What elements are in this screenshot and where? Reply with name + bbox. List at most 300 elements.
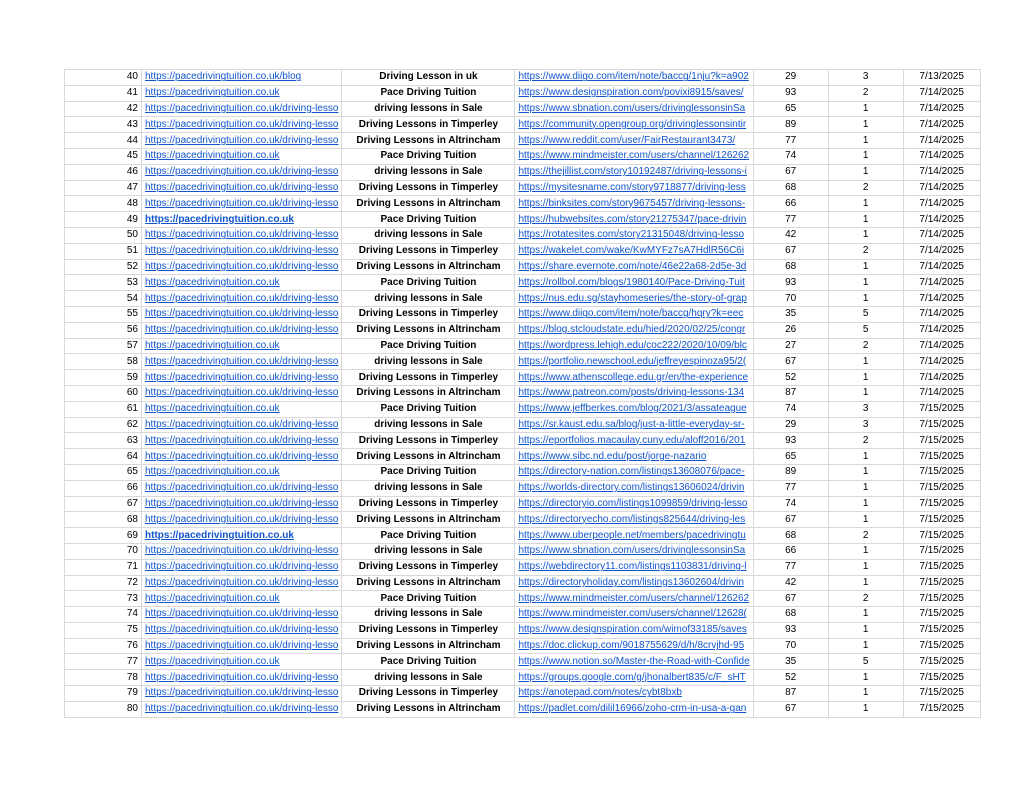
backlink-url[interactable]: https://rollbol.com/blogs/1980140/Pace-Driving-Tuit (518, 276, 745, 288)
site-link-cell (142, 306, 342, 322)
backlink-url-cell (515, 148, 753, 164)
date-cell: 7/14/2025 (919, 292, 964, 304)
row-number: 61 (126, 403, 138, 415)
row-number: 68 (126, 513, 138, 525)
da-score-cell: 65 (785, 102, 797, 114)
spam-score-cell: 3 (862, 71, 869, 83)
da-score-cell: 68 (785, 181, 797, 193)
backlink-url[interactable]: https://www.designspiration.com/povixi8915/saves/ (518, 87, 744, 99)
spam-score-cell: 1 (862, 703, 869, 715)
date-cell-cell (903, 528, 980, 544)
spam-score-cell: 1 (862, 292, 869, 304)
row-number-cell (65, 638, 142, 654)
row-number-cell (65, 686, 142, 702)
date-cell-cell (903, 543, 980, 559)
date-cell-cell (903, 559, 980, 575)
row-number: 62 (126, 418, 138, 430)
da-score-cell-cell (753, 607, 828, 623)
row-number-cell (65, 433, 142, 449)
keyword-cell-cell (342, 148, 515, 164)
backlink-url-cell (515, 480, 753, 496)
row-number-cell (65, 607, 142, 623)
backlink-url[interactable]: https://webdirectory11.com/listings1103831/driving-l (518, 561, 747, 573)
backlink-url-cell (515, 607, 753, 623)
backlink-url-cell (515, 117, 753, 133)
keyword-cell: Driving Lessons in Altrincham (356, 640, 501, 652)
date-cell: 7/14/2025 (919, 197, 964, 209)
site-link[interactable]: https://pacedrivingtuition.co.uk/driving-lesso (145, 324, 339, 336)
date-cell: 7/15/2025 (919, 497, 964, 509)
date-cell-cell (903, 622, 980, 638)
backlink-url-cell (515, 654, 753, 670)
row-number: 46 (126, 166, 138, 178)
backlink-url[interactable]: https://hubwebsites.com/story21275347/pace-drivin (518, 213, 747, 225)
site-link[interactable]: https://pacedrivingtuition.co.uk/driving-lesso (145, 687, 339, 699)
site-link[interactable]: https://pacedrivingtuition.co.uk (145, 655, 280, 667)
backlink-url[interactable]: https://eportfolios.macaulay.cuny.edu/aloff2016/201 (518, 434, 746, 446)
da-score-cell: 77 (785, 482, 797, 494)
row-number: 80 (126, 703, 138, 715)
site-link[interactable]: https://pacedrivingtuition.co.uk (145, 339, 280, 351)
site-link[interactable]: https://pacedrivingtuition.co.uk/driving-lesso (145, 576, 339, 588)
keyword-cell: Pace Driving Tuition (380, 276, 477, 288)
site-link[interactable]: https://pacedrivingtuition.co.uk/driving-lesso (145, 371, 339, 383)
keyword-cell: driving lessons in Sale (374, 355, 483, 367)
spam-score-cell: 1 (862, 276, 869, 288)
site-link[interactable]: https://pacedrivingtuition.co.uk (145, 213, 294, 225)
keyword-cell: driving lessons in Sale (374, 418, 483, 430)
date-cell-cell (903, 449, 980, 465)
site-link[interactable]: https://pacedrivingtuition.co.uk/driving-lesso (145, 308, 339, 320)
row-number: 72 (126, 576, 138, 588)
keyword-cell-cell (342, 464, 515, 480)
site-link-cell (142, 638, 342, 654)
backlink-url-cell (515, 543, 753, 559)
backlink-url-cell (515, 591, 753, 607)
date-cell-cell (903, 259, 980, 275)
site-link-cell (142, 622, 342, 638)
date-cell: 7/14/2025 (919, 118, 964, 130)
da-score-cell-cell (753, 85, 828, 101)
site-link[interactable]: https://pacedrivingtuition.co.uk/driving-lesso (145, 497, 339, 509)
da-score-cell-cell (753, 354, 828, 370)
backlink-url-cell (515, 686, 753, 702)
keyword-cell-cell (342, 543, 515, 559)
backlink-url[interactable]: https://wakelet.com/wake/KwMYFz7sA7HdlR56C6i (518, 245, 745, 257)
date-cell: 7/15/2025 (919, 466, 964, 478)
site-link-cell (142, 259, 342, 275)
backlink-url[interactable]: https://www.jeffberkes.com/blog/2021/3/assateague (518, 403, 747, 415)
spam-score-cell: 1 (862, 687, 869, 699)
date-cell: 7/15/2025 (919, 450, 964, 462)
table-row (65, 291, 981, 307)
row-number-cell (65, 117, 142, 133)
date-cell: 7/14/2025 (919, 245, 964, 257)
site-link[interactable]: https://pacedrivingtuition.co.uk/driving-lesso (145, 671, 339, 683)
spam-score-cell: 1 (862, 387, 869, 399)
backlink-url[interactable]: https://padlet.com/dilil16966/zoho-crm-in-usa-a-gan (518, 703, 747, 715)
site-link[interactable]: https://pacedrivingtuition.co.uk/driving-lesso (145, 434, 339, 446)
row-number: 54 (126, 292, 138, 304)
row-number: 71 (126, 561, 138, 573)
site-link[interactable]: https://pacedrivingtuition.co.uk/driving-lesso (145, 292, 339, 304)
backlink-url[interactable]: https://www.designspiration.com/wimof33185/saves (518, 624, 747, 636)
keyword-cell: Driving Lessons in Timperley (358, 497, 499, 509)
row-number-cell (65, 259, 142, 275)
da-score-cell-cell (753, 417, 828, 433)
site-link[interactable]: https://pacedrivingtuition.co.uk/driving-lesso (145, 134, 339, 146)
backlink-url[interactable]: https://community.opengroup.org/drivinglessonsintir (518, 118, 747, 130)
spam-score-cell-cell (828, 701, 903, 717)
site-link[interactable]: https://pacedrivingtuition.co.uk (145, 150, 280, 162)
backlink-url[interactable]: https://wordpress.lehigh.edu/coc222/2020/10/09/blc (518, 339, 747, 351)
table-row (65, 85, 981, 101)
row-number-cell (65, 85, 142, 101)
backlink-url[interactable]: https://www.mindmeister.com/users/channel/12628( (518, 608, 747, 620)
backlink-url-cell (515, 291, 753, 307)
backlink-url[interactable]: https://portfolio.newschool.edu/jeffreyespinoza95/2( (518, 355, 747, 367)
date-cell-cell (903, 306, 980, 322)
backlink-url[interactable]: https://thejillist.com/story10192487/driving-lessons-i (518, 166, 747, 178)
da-score-cell: 67 (785, 245, 797, 257)
keyword-cell-cell (342, 243, 515, 259)
backlink-url-cell (515, 370, 753, 386)
backlink-url[interactable]: https://www.sibc.nd.edu/post/jorge-nazario (518, 450, 707, 462)
da-score-cell: 93 (785, 624, 797, 636)
keyword-cell: Pace Driving Tuition (380, 339, 477, 351)
backlink-url[interactable]: https://worlds-directory.com/listings13606024/drivin (518, 482, 745, 494)
table-row (65, 70, 981, 86)
da-score-cell: 67 (785, 166, 797, 178)
site-link[interactable]: https://pacedrivingtuition.co.uk/driving-lesso (145, 561, 339, 573)
table-row (65, 133, 981, 149)
da-score-cell: 66 (785, 197, 797, 209)
site-link[interactable]: https://pacedrivingtuition.co.uk/driving-lesso (145, 118, 339, 130)
spam-score-cell-cell (828, 464, 903, 480)
table-row (65, 622, 981, 638)
site-link-cell (142, 686, 342, 702)
spam-score-cell-cell (828, 322, 903, 338)
date-cell-cell (903, 607, 980, 623)
site-link[interactable]: https://pacedrivingtuition.co.uk/driving-lesso (145, 387, 339, 399)
spam-score-cell-cell (828, 306, 903, 322)
keyword-cell: Driving Lessons in Timperley (358, 561, 499, 573)
table-row (65, 322, 981, 338)
keyword-cell: driving lessons in Sale (374, 102, 483, 114)
keyword-cell: Driving Lessons in Timperley (358, 687, 499, 699)
spam-score-cell: 1 (862, 118, 869, 130)
keyword-cell: driving lessons in Sale (374, 166, 483, 178)
backlink-url[interactable]: https://sr.kaust.edu.sa/blog/just-a-little-everyday-sr- (518, 418, 745, 430)
site-link-cell (142, 670, 342, 686)
backlink-url[interactable]: https://www.diigo.com/item/note/baccg/hqry?k=eec (518, 308, 744, 320)
site-link-cell (142, 354, 342, 370)
site-link[interactable]: https://pacedrivingtuition.co.uk/driving-lesso (145, 640, 339, 652)
date-cell-cell (903, 117, 980, 133)
date-cell: 7/14/2025 (919, 213, 964, 225)
row-number-cell (65, 133, 142, 149)
da-score-cell-cell (753, 654, 828, 670)
site-link[interactable]: https://pacedrivingtuition.co.uk/driving-lesso (145, 245, 339, 257)
site-link[interactable]: https://pacedrivingtuition.co.uk/driving-lesso (145, 229, 339, 241)
backlink-url[interactable]: https://www.sbnation.com/users/drivinglessonsinSa (518, 545, 746, 557)
site-link-cell (142, 464, 342, 480)
backlink-url[interactable]: https://www.athenscollege.edu.gr/en/the-experience (518, 371, 749, 383)
keyword-cell: Pace Driving Tuition (380, 592, 477, 604)
date-cell-cell (903, 385, 980, 401)
site-link[interactable]: https://pacedrivingtuition.co.uk (145, 403, 280, 415)
spam-score-cell-cell (828, 370, 903, 386)
spam-score-cell: 2 (862, 592, 869, 604)
backlink-url[interactable]: https://binksites.com/story9675457/driving-lessons- (518, 197, 746, 209)
row-number: 41 (126, 87, 138, 99)
backlink-url[interactable]: https://www.uberpeople.net/members/pacedrivingtu (518, 529, 746, 541)
table-row (65, 338, 981, 354)
da-score-cell: 67 (785, 513, 797, 525)
da-score-cell: 68 (785, 260, 797, 272)
site-link-cell (142, 338, 342, 354)
row-number-cell (65, 385, 142, 401)
da-score-cell-cell (753, 275, 828, 291)
spam-score-cell-cell (828, 512, 903, 528)
spam-score-cell-cell (828, 338, 903, 354)
da-score-cell-cell (753, 686, 828, 702)
backlink-url[interactable]: https://www.notion.so/Master-the-Road-with-Confide (518, 655, 750, 667)
table-row (65, 464, 981, 480)
site-link-cell (142, 148, 342, 164)
keyword-cell-cell (342, 480, 515, 496)
backlink-url[interactable]: https://blog.stcloudstate.edu/hied/2020/02/25/congr (518, 324, 746, 336)
keyword-cell-cell (342, 259, 515, 275)
row-number: 40 (126, 71, 138, 83)
backlink-url[interactable]: https://www.diigo.com/item/note/baccg/1nju?k=a902 (518, 71, 749, 83)
date-cell-cell (903, 638, 980, 654)
table-row (65, 243, 981, 259)
table-row (65, 196, 981, 212)
row-number: 63 (126, 434, 138, 446)
backlink-url-cell (515, 85, 753, 101)
da-score-cell: 27 (785, 339, 797, 351)
table-row (65, 212, 981, 228)
date-cell: 7/14/2025 (919, 166, 964, 178)
backlink-url[interactable]: https://groups.google.com/g/jhonalbert835/c/F_sHT (518, 671, 746, 683)
da-score-cell: 70 (785, 640, 797, 652)
backlink-url-cell (515, 464, 753, 480)
date-cell: 7/15/2025 (919, 576, 964, 588)
date-cell: 7/14/2025 (919, 371, 964, 383)
site-link-cell (142, 512, 342, 528)
backlink-url[interactable]: https://share.evernote.com/note/46e22a68-2d5e-3d (518, 260, 747, 272)
da-score-cell-cell (753, 638, 828, 654)
table-row (65, 559, 981, 575)
backlink-url[interactable]: https://directory-nation.com/listings13608076/pace- (518, 466, 745, 478)
site-link-cell (142, 85, 342, 101)
site-link-cell (142, 607, 342, 623)
row-number-cell (65, 370, 142, 386)
site-link[interactable]: https://pacedrivingtuition.co.uk/driving-lesso (145, 102, 339, 114)
da-score-cell: 29 (785, 71, 797, 83)
row-number-cell (65, 496, 142, 512)
spam-score-cell: 2 (862, 529, 869, 541)
spam-score-cell-cell (828, 449, 903, 465)
spam-score-cell-cell (828, 528, 903, 544)
table-row (65, 180, 981, 196)
date-cell-cell (903, 291, 980, 307)
site-link[interactable]: https://pacedrivingtuition.co.uk (145, 87, 280, 99)
site-link[interactable]: https://pacedrivingtuition.co.uk/driving-lesso (145, 703, 339, 715)
table-row (65, 370, 981, 386)
backlink-url-cell (515, 259, 753, 275)
site-link[interactable]: https://pacedrivingtuition.co.uk/driving-lesso (145, 450, 339, 462)
backlink-url-cell (515, 243, 753, 259)
backlink-url[interactable]: https://nus.edu.sg/stayhomeseries/the-story-of-grap (518, 292, 747, 304)
spam-score-cell: 2 (862, 87, 869, 99)
site-link[interactable]: https://pacedrivingtuition.co.uk/driving-lesso (145, 624, 339, 636)
site-link[interactable]: https://pacedrivingtuition.co.uk/driving-lesso (145, 513, 339, 525)
da-score-cell-cell (753, 164, 828, 180)
da-score-cell: 65 (785, 450, 797, 462)
keyword-cell-cell (342, 227, 515, 243)
site-link[interactable]: https://pacedrivingtuition.co.uk/blog (145, 71, 302, 83)
backlink-url[interactable]: https://mysitesname.com/story9718877/driving-less (518, 181, 746, 193)
backlink-url[interactable]: https://directoryio.com/listings1099859/driving-lesso (518, 497, 748, 509)
row-number: 73 (126, 592, 138, 604)
row-number-cell (65, 101, 142, 117)
keyword-cell-cell (342, 417, 515, 433)
site-link[interactable]: https://pacedrivingtuition.co.uk/driving-lesso (145, 260, 339, 272)
table-row (65, 401, 981, 417)
da-score-cell: 93 (785, 434, 797, 446)
backlink-url[interactable]: https://anotepad.com/notes/cybt8bxb (518, 687, 682, 699)
site-link[interactable]: https://pacedrivingtuition.co.uk (145, 592, 280, 604)
keyword-cell-cell (342, 101, 515, 117)
da-score-cell-cell (753, 449, 828, 465)
da-score-cell: 70 (785, 292, 797, 304)
row-number-cell (65, 559, 142, 575)
keyword-cell-cell (342, 196, 515, 212)
keyword-cell: driving lessons in Sale (374, 482, 483, 494)
backlink-url[interactable]: https://www.mindmeister.com/users/channel/126262 (518, 592, 750, 604)
site-link[interactable]: https://pacedrivingtuition.co.uk/driving-lesso (145, 545, 339, 557)
keyword-cell: Driving Lessons in Altrincham (356, 197, 501, 209)
row-number: 79 (126, 687, 138, 699)
site-link[interactable]: https://pacedrivingtuition.co.uk/driving-lesso (145, 181, 339, 193)
site-link[interactable]: https://pacedrivingtuition.co.uk/driving-lesso (145, 355, 339, 367)
keyword-cell: Driving Lesson in uk (379, 71, 478, 83)
keyword-cell-cell (342, 164, 515, 180)
backlink-url[interactable]: https://directoryholiday.com/listings13602604/drivin (518, 576, 744, 588)
date-cell: 7/15/2025 (919, 434, 964, 446)
keyword-cell-cell (342, 686, 515, 702)
date-cell-cell (903, 370, 980, 386)
backlink-url[interactable]: https://www.patreon.com/posts/driving-lessons-134 (518, 387, 745, 399)
spam-score-cell-cell (828, 559, 903, 575)
row-number: 69 (126, 529, 138, 541)
backlink-url[interactable]: https://directoryecho.com/listings825644/driving-les (518, 513, 746, 525)
date-cell: 7/14/2025 (919, 308, 964, 320)
spam-score-cell: 1 (862, 561, 869, 573)
site-link[interactable]: https://pacedrivingtuition.co.uk/driving-lesso (145, 482, 339, 494)
spam-score-cell-cell (828, 433, 903, 449)
da-score-cell-cell (753, 148, 828, 164)
keyword-cell-cell (342, 670, 515, 686)
site-link-cell (142, 401, 342, 417)
backlink-url[interactable]: https://rotatesites.com/story21315048/driving-lesso (518, 229, 745, 241)
spam-score-cell: 3 (862, 403, 869, 415)
site-link-cell (142, 654, 342, 670)
row-number: 70 (126, 545, 138, 557)
da-score-cell-cell (753, 322, 828, 338)
backlink-url-cell (515, 212, 753, 228)
site-link-cell (142, 70, 342, 86)
backlink-url[interactable]: https://www.sbnation.com/users/drivinglessonsinSa (518, 102, 746, 114)
row-number-cell (65, 701, 142, 717)
table-row (65, 496, 981, 512)
da-score-cell-cell (753, 227, 828, 243)
table-row (65, 259, 981, 275)
backlink-url-cell (515, 338, 753, 354)
spam-score-cell-cell (828, 354, 903, 370)
site-link[interactable]: https://pacedrivingtuition.co.uk/driving-lesso (145, 418, 339, 430)
keyword-cell-cell (342, 512, 515, 528)
date-cell: 7/15/2025 (919, 624, 964, 636)
keyword-cell: Driving Lessons in Altrincham (356, 324, 501, 336)
keyword-cell: Driving Lessons in Altrincham (356, 260, 501, 272)
da-score-cell: 66 (785, 545, 797, 557)
keyword-cell: driving lessons in Sale (374, 229, 483, 241)
backlink-url[interactable]: https://www.reddit.com/user/FairRestaurant3473/ (518, 134, 736, 146)
spam-score-cell-cell (828, 496, 903, 512)
table-row (65, 354, 981, 370)
backlink-url[interactable]: https://www.mindmeister.com/users/channel/126262 (518, 150, 750, 162)
keyword-cell: Pace Driving Tuition (380, 150, 477, 162)
site-link-cell (142, 575, 342, 591)
site-link[interactable]: https://pacedrivingtuition.co.uk (145, 276, 280, 288)
backlink-url-cell (515, 449, 753, 465)
spam-score-cell-cell (828, 259, 903, 275)
row-number: 76 (126, 640, 138, 652)
row-number-cell (65, 70, 142, 86)
spam-score-cell: 2 (862, 339, 869, 351)
da-score-cell-cell (753, 433, 828, 449)
row-number-cell (65, 354, 142, 370)
date-cell-cell (903, 70, 980, 86)
keyword-cell-cell (342, 433, 515, 449)
spam-score-cell-cell (828, 654, 903, 670)
table-row (65, 417, 981, 433)
row-number-cell (65, 401, 142, 417)
keyword-cell-cell (342, 275, 515, 291)
site-link[interactable]: https://pacedrivingtuition.co.uk (145, 466, 280, 478)
da-score-cell: 68 (785, 608, 797, 620)
backlink-url[interactable]: https://doc.clickup.com/9018755629/d/h/8crvjhd-95 (518, 640, 745, 652)
da-score-cell: 68 (785, 529, 797, 541)
keyword-cell: driving lessons in Sale (374, 608, 483, 620)
site-link[interactable]: https://pacedrivingtuition.co.uk/driving-lesso (145, 166, 339, 178)
site-link[interactable]: https://pacedrivingtuition.co.uk/driving-lesso (145, 197, 339, 209)
site-link[interactable]: https://pacedrivingtuition.co.uk (145, 529, 294, 541)
keyword-cell-cell (342, 622, 515, 638)
table-row (65, 306, 981, 322)
date-cell-cell (903, 227, 980, 243)
site-link-cell (142, 322, 342, 338)
row-number-cell (65, 275, 142, 291)
keyword-cell-cell (342, 559, 515, 575)
site-link-cell (142, 164, 342, 180)
da-score-cell-cell (753, 196, 828, 212)
site-link[interactable]: https://pacedrivingtuition.co.uk/driving-lesso (145, 608, 339, 620)
da-score-cell: 89 (785, 118, 797, 130)
